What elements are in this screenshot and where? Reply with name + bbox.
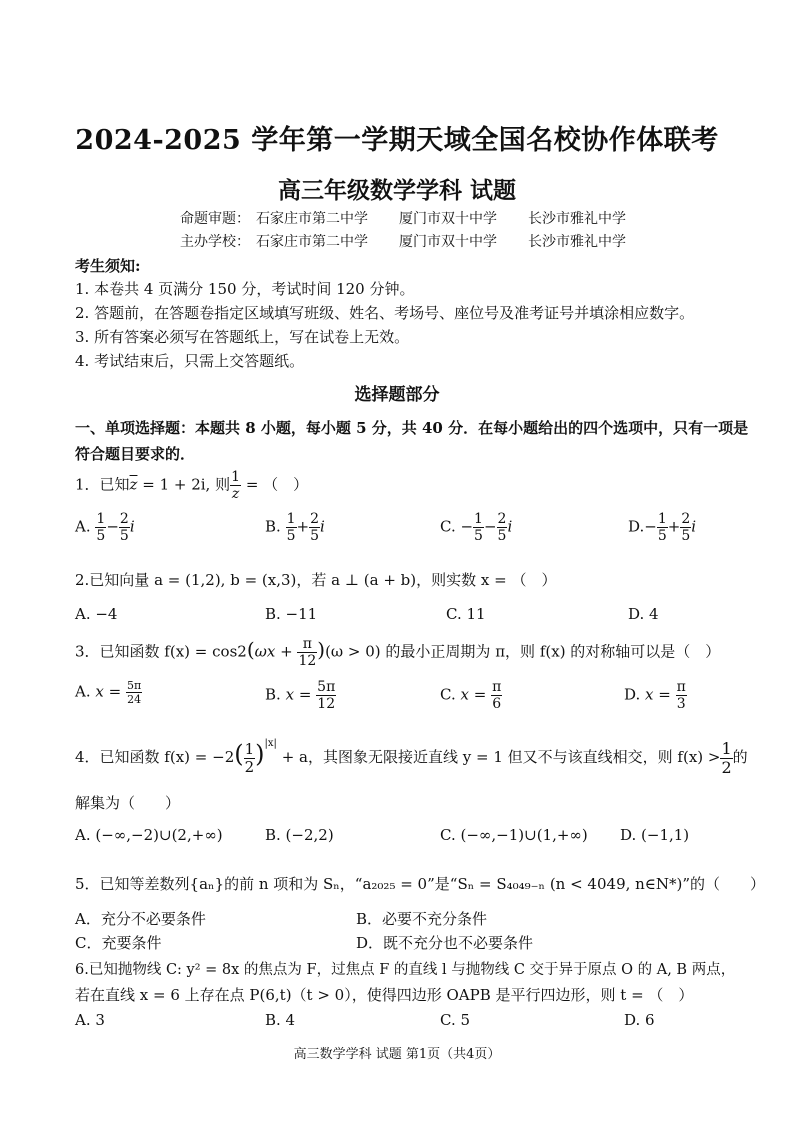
question-4-option-a[interactable]: A. (−∞,−2)∪(2,+∞) bbox=[75, 826, 223, 844]
question-6-option-a[interactable]: A. 3 bbox=[75, 1011, 105, 1029]
question-4-option-b[interactable]: B. (−2,2) bbox=[265, 826, 334, 844]
question-5-option-b[interactable]: B．必要不充分条件 bbox=[356, 910, 488, 928]
host-school: 厦门市双十中学 bbox=[399, 234, 497, 250]
question-5-stem: 5．已知等差数列{aₙ}的前 n 项和为 Sₙ，“a₂₀₂₅ = 0”是“Sₙ = S₄₀₄₉₋ₙ (n < 4049, n∈N*)”的（ ） bbox=[75, 875, 766, 893]
question-1-option-c[interactable]: C. − $\frac{1}{5}$ − $\frac{2}{5}$ i bbox=[440, 511, 513, 544]
question-6-stem: 6.已知抛物线 C: y² = 8x 的焦点为 F，过焦点 F 的直线 l 与抛物线 C 交于异于原点 O 的 A, B 两点， bbox=[75, 962, 736, 978]
question-5-option-c[interactable]: C．充要条件 bbox=[75, 934, 162, 952]
question-5-option-a[interactable]: A．充分不必要条件 bbox=[75, 910, 206, 928]
question-6-option-c[interactable]: C. 5 bbox=[440, 1011, 471, 1029]
page-footer: 高三数学学科 试题 第1页（共4页） bbox=[293, 1047, 501, 1062]
question-2-option-c[interactable]: C. 11 bbox=[446, 605, 486, 623]
question-3-option-d[interactable]: D. x = $\frac{\pi}{3}$ bbox=[624, 679, 686, 712]
exam-subtitle: 高三年级数学学科 试题 bbox=[277, 177, 516, 204]
question-4-stem-cont: 解集为（ ） bbox=[75, 794, 181, 812]
question-2-option-b[interactable]: B. −11 bbox=[265, 605, 318, 623]
question-6-stem-cont: 若在直线 x = 6 上存在点 P(6,t)（t > 0），使得四边形 OAPB 是平行四边形，则 t = （ ） bbox=[75, 986, 694, 1004]
question-4-option-c[interactable]: C. (−∞,−1)∪(1,+∞) bbox=[440, 826, 588, 844]
host-school: 长沙市雅礼中学 bbox=[528, 234, 626, 250]
question-6-option-d[interactable]: D. 6 bbox=[624, 1011, 655, 1029]
notice-item: 3. 所有答案必须写在答题纸上，写在试卷上无效。 bbox=[75, 328, 410, 346]
question-3-option-a[interactable]: A. x = $\frac{5\pi}{24}$ bbox=[75, 679, 142, 706]
notice-item: 2. 答题前，在答题卷指定区域填写班级、姓名、考场号、座位号及准考证号并填涂相应数字。 bbox=[75, 304, 695, 322]
section-instruction: 符合题目要求的． bbox=[75, 445, 196, 463]
question-2-option-a[interactable]: A. −4 bbox=[75, 605, 118, 623]
question-4-stem: 4．已知函数 f(x) = −2( $\frac{1}{2}$ )$^{|x|}$ + a，其图象无限接近直线 y = 1 但又不与该直线相交，则 f(x) > $\frac{1}{2}$ 的 bbox=[75, 738, 748, 777]
proposers-label: 命题审题： bbox=[180, 211, 250, 227]
question-3-option-c[interactable]: C. x = $\frac{\pi}{6}$ bbox=[440, 679, 502, 712]
host-school: 石家庄市第二中学 bbox=[256, 234, 368, 250]
notice-heading: 考生须知: bbox=[75, 257, 141, 275]
proposer-school: 石家庄市第二中学 bbox=[256, 211, 368, 227]
question-1-stem: 1．已知$\overline{z} = 1 + 2i$, 则 $\frac{1}{z}$ = （ ） bbox=[75, 469, 309, 502]
question-3-stem: 3．已知函数 f(x) = cos2(ωx + $\frac{\pi}{12}$ )(ω > 0) 的最小正周期为 π，则 f(x) 的对称轴可以是（ ） bbox=[75, 636, 721, 669]
section-instruction: 一、单项选择题：本题共 8 小题，每小题 5 分，共 40 分．在每小题给出的四个选项中，只有一项是 bbox=[75, 419, 749, 437]
question-1-option-a[interactable]: A. $\frac{1}{5}$ − $\frac{2}{5}$ i bbox=[75, 511, 135, 544]
proposer-school: 厦门市双十中学 bbox=[399, 211, 497, 227]
section-title: 选择题部分 bbox=[354, 385, 440, 405]
question-4-option-d[interactable]: D. (−1,1) bbox=[620, 826, 690, 844]
question-1-option-d[interactable]: D.− $\frac{1}{5}$ + $\frac{2}{5}$ i bbox=[628, 511, 697, 544]
question-5-option-d[interactable]: D．既不充分也不必要条件 bbox=[356, 934, 534, 952]
exam-title: 2024-2025 学年第一学期天域全国名校协作体联考 bbox=[75, 125, 719, 156]
proposer-school: 长沙市雅礼中学 bbox=[528, 211, 626, 227]
question-3-option-b[interactable]: B. x = $\frac{5\pi}{12}$ bbox=[265, 679, 336, 712]
question-1-option-b[interactable]: B. $\frac{1}{5}$ + $\frac{2}{5}$ i bbox=[265, 511, 325, 544]
notice-item: 4. 考试结束后，只需上交答题纸。 bbox=[75, 352, 305, 370]
question-6-option-b[interactable]: B. 4 bbox=[265, 1011, 296, 1029]
question-2-stem: 2.已知向量 a = (1,2), b = (x,3)，若 a ⊥ (a + b)，则实数 x = （ ） bbox=[75, 571, 557, 589]
hosts-label: 主办学校： bbox=[180, 234, 250, 250]
notice-item: 1. 本卷共 4 页满分 150 分，考试时间 120 分钟。 bbox=[75, 280, 415, 298]
question-2-option-d[interactable]: D. 4 bbox=[628, 605, 659, 623]
